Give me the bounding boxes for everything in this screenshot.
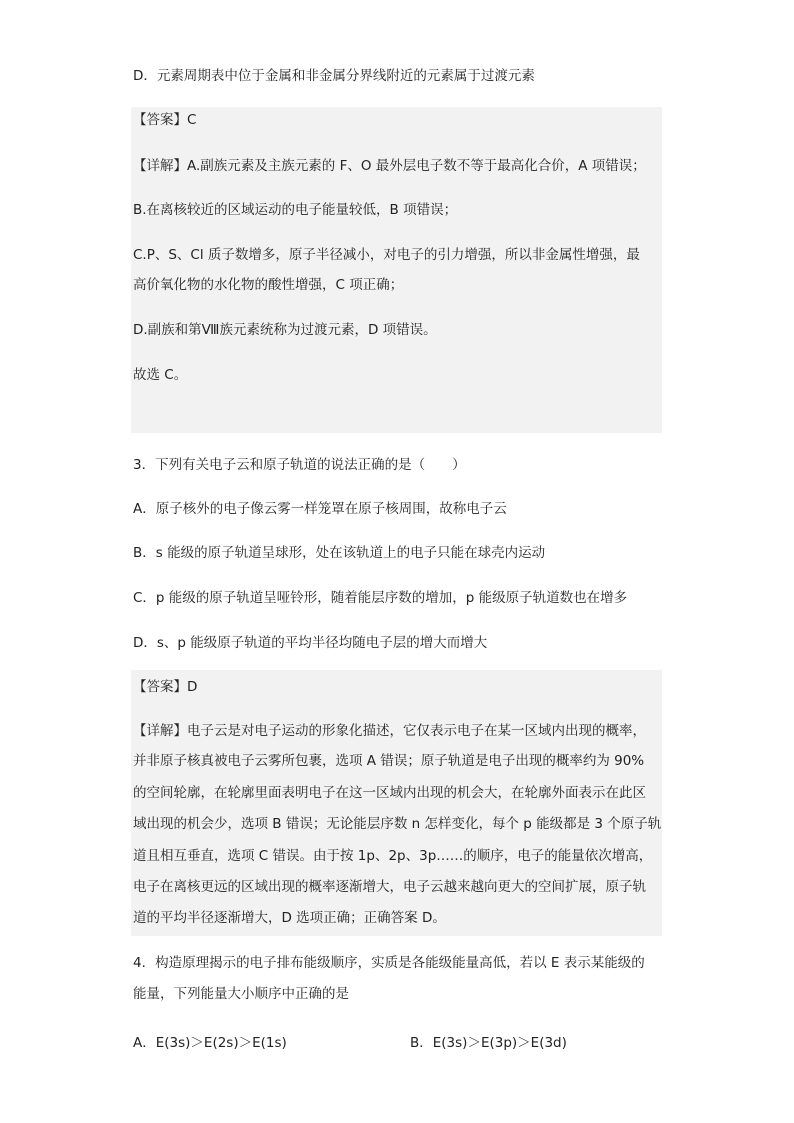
q2-option-d: D．元素周期表中位于金属和非金属分界线附近的元素属于过渡元素	[133, 68, 535, 84]
q3-option-a: A．原子核外的电子像云雾一样笼罩在原子核周围，故称电子云	[133, 501, 507, 517]
q2-detail-line: D.副族和第Ⅷ族元素统称为过渡元素，D 项错误。	[133, 322, 437, 338]
q3-detail-line: 电子在离核更远的区域出现的概率逐渐增大，电子云越来越向更大的空间扩展，原子轨	[133, 879, 646, 895]
q3-detail-line: 道的平均半径逐渐增大，D 选项正确；正确答案 D。	[133, 910, 446, 926]
q4-option-b: B．E(3s)＞E(3p)＞E(3d)	[410, 1035, 567, 1051]
q3-detail-line: 【详解】电子云是对电子运动的形象化描述，它仅表示电子在某一区域内出现的概率，	[133, 723, 646, 739]
q2-detail-line: 高价氧化物的水化物的酸性增强，C 项正确；	[133, 277, 404, 293]
q3-option-b: B．s 能级的原子轨道呈球形，处在该轨道上的电子只能在球壳内运动	[133, 545, 546, 561]
q3-stem: 3．下列有关电子云和原子轨道的说法正确的是（ ）	[133, 457, 466, 473]
q3-detail-line: 域出现的机会少，选项 B 错误；无论能层序数 n 怎样变化，每个 p 能级都是 3 个原子轨	[133, 816, 662, 832]
q2-detail-line: C.P、S、Cl 质子数增多，原子半径减小，对电子的引力增强，所以非金属性增强，最	[133, 247, 640, 263]
q3-answer: 【答案】D	[133, 679, 198, 695]
q2-detail-line: 【详解】A.副族元素及主族元素的 F、O 最外层电子数不等于最高化合价，A 项错误；	[133, 158, 646, 174]
q3-detail-line: 道且相互垂直，选项 C 错误。由于按 1p、2p、3p……的顺序，电子的能量依次增高，	[133, 848, 653, 864]
q3-option-d: D．s、p 能级原子轨道的平均半径均随电子层的增大而增大	[133, 635, 488, 651]
q2-answer: 【答案】C	[133, 112, 197, 128]
q4-stem-line: 4．构造原理揭示的电子排布能级顺序，实质是各能级能量高低，若以 E 表示某能级的	[133, 955, 645, 971]
q3-option-c: C．p 能级的原子轨道呈哑铃形，随着能层序数的增加，p 能级原子轨道数也在增多	[133, 590, 628, 606]
q2-detail-line: B.在离核较近的区域运动的电子能量较低，B 项错误；	[133, 202, 458, 218]
q4-stem-line: 能量，下列能量大小顺序中正确的是	[133, 986, 349, 1002]
q2-detail-line: 故选 C。	[133, 367, 188, 383]
q3-detail-line: 的空间轮廓，在轮廓里面表明电子在这一区域内出现的机会大，在轮廓外面表示在此区	[133, 785, 646, 801]
q3-detail-line: 并非原子核真被电子云雾所包裹，选项 A 错误；原子轨道是电子出现的概率约为 90%	[133, 753, 645, 769]
q4-option-a: A．E(3s)＞E(2s)＞E(1s)	[133, 1035, 287, 1051]
